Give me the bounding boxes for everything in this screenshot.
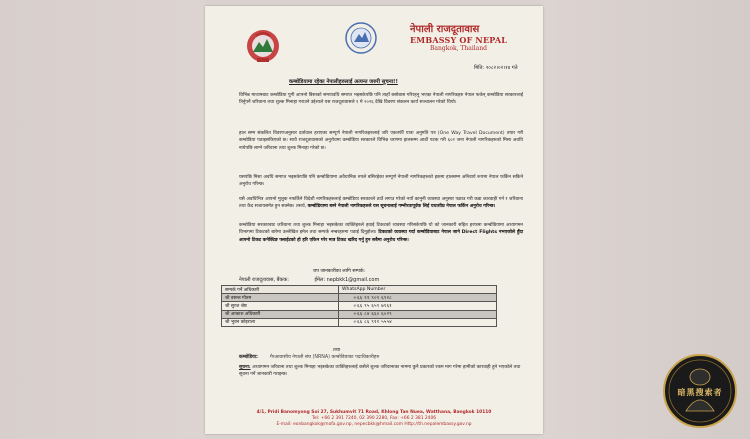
- tatha-label: तथा: [333, 348, 341, 353]
- letterhead: [410, 21, 530, 52]
- paragraph-2-part-c: तयार गरी कम्बोडिया पठाइसकिएको छ। साथै राजदूतावासको अनुरोधमा कम्बोडिया सरकारले विभिन्न चरणमा हालसम्म आठौं पटक गरी ६०२ जना नेपाली नागरिकहरुको मिसा अवधि नाघेपछि लाग्ने जरिवाना तथा शुल्क मिनाहा गरेको छ।: [239, 131, 524, 151]
- paragraph-5-direct-flights: Direct Flights: [461, 230, 498, 236]
- cambodia-contact: [239, 354, 379, 360]
- contact-title: थप जानकारीका लागि सम्पर्क:: [313, 269, 366, 274]
- paragraph-2-part-a: हाल सम्म संकलित विवरणअनुसार दर्तावाल हराएका सम्पूर्ण नेपाली नागरिकहरुलाई जरि एकतर्फी यात्रा अनुमति पत्र: [239, 131, 436, 136]
- contact-email[interactable]: nepbkk1@gmail.com: [326, 277, 380, 283]
- letterhead-title-np: नेपाली राजदूतावास: [410, 24, 480, 35]
- whatsapp-number: +६६ ८६ ९११ ५५५४: [338, 318, 496, 326]
- contact-org: नेपाली राजदूतावास, बैंकक:: [239, 277, 289, 283]
- paragraph-2-one-way-doc: (One Way Travel Document): [437, 131, 505, 136]
- footer-tel: Tel: +66 2 391 7240, 02 390 2280, Fax: +66 2 381 2406: [311, 416, 437, 421]
- note-text: अध्यागमन जरिवाना तथा शुल्क मिनाहा भइसकेका व्यक्तिहरुलाई कसैले शुल्क जरिवानाका नाममा कुनै प्रकारको रकम माग गरेमा हामीको कारवाही हुने भएकोले तथा सूचना गर्ने जानकारी गराइन्छ।: [239, 365, 521, 377]
- paragraph-5: [239, 222, 523, 244]
- table-row: [222, 302, 497, 310]
- table-row: [222, 294, 497, 302]
- paragraph-5-part-b: टिकटको व्यवस्था गर्दा कम्बोडियाबाट नेपाल जाने: [378, 230, 460, 236]
- table-header-whatsapp: WhatsApp Number: [338, 286, 496, 294]
- paragraph-1: विभिन्न माध्यमबाट कम्बोडिया पुगी आफ्नो बिसाको समयावधि समाप्त भइसकेपछि पनि त्यहाँ बसोबास गरिरहनु भएका नेपाली नागरिकहरु नेपाल फर्कन् कम्बोडिया सरकारलाई तिर्नुपर्ने जरिवाना तथा शुल्क मिनाहा गराउने उद्देश्यले यस राजदूतावासले १ मे २०२६ देखि विवरण संकलन कार्य सञ्चालन गरेको थियो।: [239, 93, 523, 106]
- letterhead-title-en: EMBASSY OF NEPAL: [410, 35, 508, 45]
- officer-name: श्री आकाश अधिकारी: [222, 310, 339, 318]
- table-header-officer: सम्पर्क गर्ने अधिकारी: [222, 286, 339, 294]
- whatsapp-number: +६६ ९५ ६५९ ७९६१: [338, 302, 496, 310]
- letterhead-city: Bangkok, Thailand: [430, 45, 487, 52]
- contact-email-label: ईमेल:: [314, 277, 326, 283]
- table-header-row: [222, 286, 497, 294]
- paragraph-5-part-a: कम्बोडिया सरकारबाट जरिवाना तथा शुल्क मिनाहा भइसकेका व्यक्तिहरुले हवाई टिकटको व्यवस्था गरिसकेपछि यो को जानकारी सहित हरफमा कम्बोडियामा अध्यागमन विभागमा टिकटको बारेमा उल्लेखित इमेल तथा सम्पर्क नम्बरहरुमा पठाई दिनुहोला।: [239, 223, 523, 236]
- officer-name: श्री भुवन कोइराला: [222, 318, 339, 326]
- footer-email: E-mail: eonbangkok@mofa.gov.np, nepecbkk@hmail.com Http://th.nepalembassy.gov.np: [276, 422, 472, 427]
- footer-address: 4/1, Pridi Banomyong Soi 27, Sukhumvit 71 Road, Khlong Tan Nuea, Watthana, Bangkok 10110: [256, 410, 492, 415]
- letter-subject: कम्बोडियामा रहेका नेपालीहरुलाई अत्यन्त जरुरी सूचना!!: [289, 79, 398, 85]
- officer-name: श्री सुरज श्रेष्ठ: [222, 302, 339, 310]
- embassy-seal-icon: [344, 20, 378, 56]
- officer-name: श्री वसन्त गौतम: [222, 294, 339, 302]
- paragraph-5-part-d: नभएकोले हुँदा आफ्नो टिकट कनेक्टिङ फ्लाईटको हो हरि एकिन गरेर मात्र टिकट खरिद गर्नु हुन सबैमा अनुरोध गरिन्छ।: [239, 230, 524, 243]
- letter-date: मिति: २०८२।०२।१४ गते: [474, 65, 518, 71]
- table-row: [222, 310, 497, 318]
- watermark-badge-text: 暗黑搜索者: [677, 388, 723, 397]
- paragraph-4: [239, 196, 523, 211]
- nepal-emblem-icon: [245, 26, 281, 66]
- note-label: सूचना:: [239, 365, 251, 370]
- cambodia-text: गैरआवासीय नेपाली संघ (NRNA) कम्बोडियाका पदाधिकारीहरु: [269, 355, 380, 360]
- contacts-table: [221, 285, 497, 327]
- cambodia-label: कम्बोडिया:: [239, 355, 258, 360]
- whatsapp-number: +६६ ८४ ६६० ६०२९: [338, 310, 496, 318]
- paragraph-4-emphasis: कम्बोडियामा बस्ने नेपाली नागरिकहरुले यस सूचनालाई गम्भीरतापूर्वक लिई यथाशीघ्र नेपाल फर्किन अनुरोध गरिन्छ।: [307, 204, 496, 210]
- left-backdrop: [0, 0, 205, 439]
- letter-page: [205, 6, 543, 434]
- table-row: [222, 318, 497, 326]
- paragraph-3: यसपछि मिसा अवधि समाप्त भइसकेपछि पनि कम्बोडियामा अवैधानिक रुपले बसिरहेका सम्पूर्ण नेपाली नागरिकहरुको हकमा हालसम्म अनिवार्य रूपमा नेपाल फर्किन सकिने अनुरोध गरिन्छ।: [239, 175, 523, 188]
- letter-footer: [205, 410, 543, 428]
- whatsapp-number: +६६ ९१ ९०९ ६९२८: [338, 294, 496, 302]
- notice-note: [239, 364, 521, 378]
- contact-line: [239, 277, 379, 283]
- paragraph-4-part-a: यसै अवधिभित्र आफ्नो मुलुक नफर्किने विदेशी नागरिकहरुलाई कम्बोडिया सरकारले ठाउँ लगाउ गरेको नयाँ कानुनी व्यवस्था अनुसार पक्राउ गरी कडा कारवाही गर्न र जरिवाना तथा कैद सजायसमेत हुन सक्नेछ। तसर्थ,: [239, 197, 523, 210]
- paragraph-2: [239, 130, 523, 152]
